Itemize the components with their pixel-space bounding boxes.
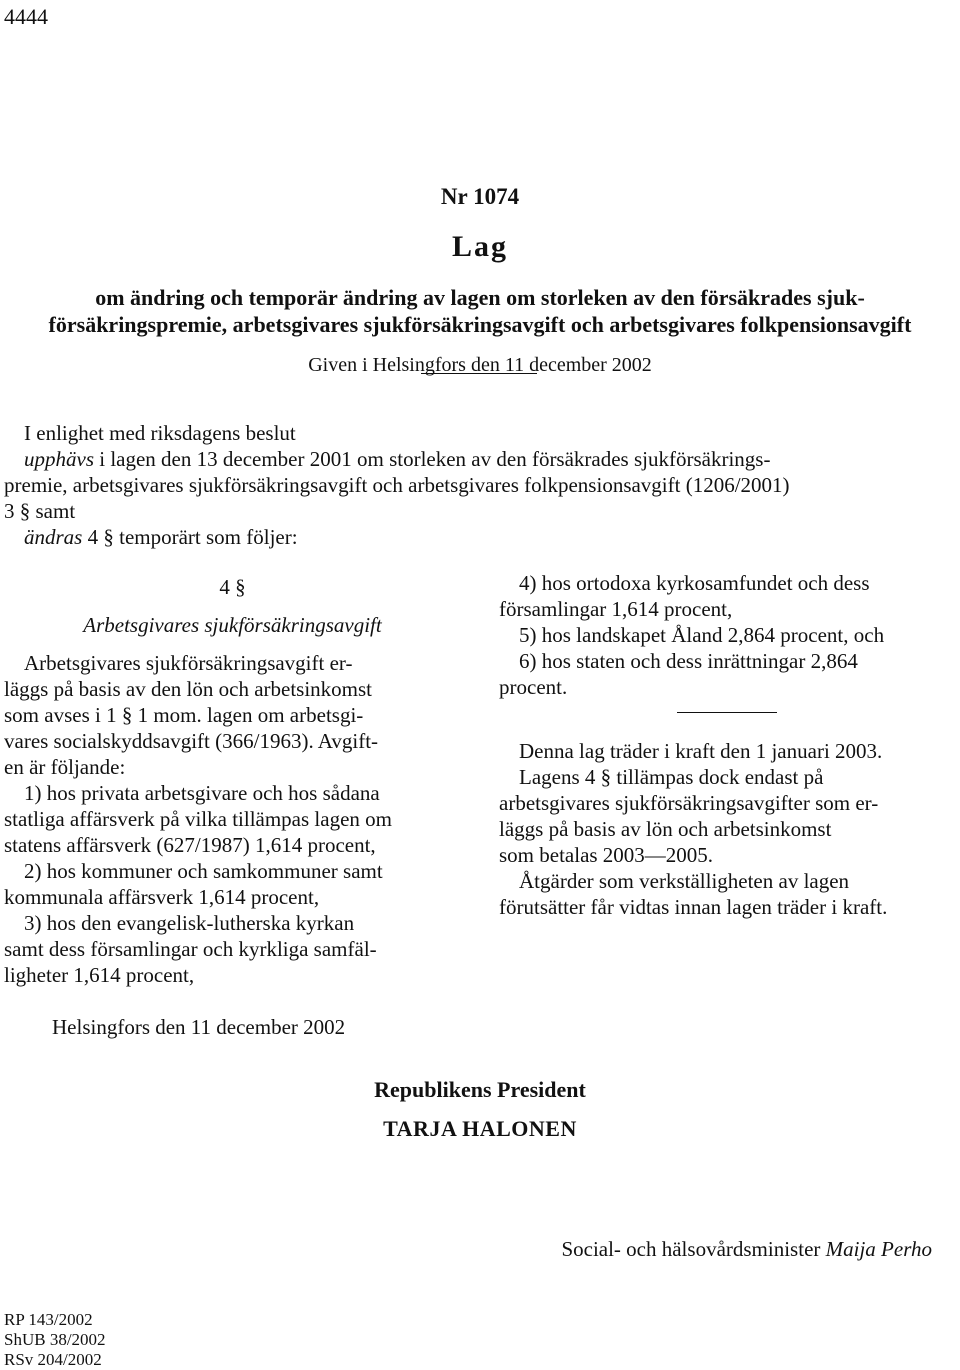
preamble-line: 3 § samt — [4, 499, 76, 523]
law-title: Lag — [451, 230, 508, 263]
body-line: samt dess församlingar och kyrkliga samfäl- — [4, 937, 377, 961]
section-divider — [677, 712, 777, 713]
body-line: procent. — [499, 675, 568, 699]
body-line: kommunala affärsverk 1,614 procent, — [4, 885, 320, 909]
body-line: 2) hos kommuner och samkommuner samt — [24, 859, 383, 883]
entry-into-force-line: förutsätter får vidtas innan lagen träder i kraft. — [499, 895, 888, 919]
body-line: vares socialskyddsavgift (366/1963). Avgift- — [4, 729, 379, 753]
preamble-line — [4, 524, 956, 550]
statute-number: Nr 1074 — [440, 184, 520, 209]
body-line: församlingar 1,614 procent, — [499, 597, 733, 621]
preamble-text: 4 § temporärt som följer: — [82, 525, 298, 549]
body-line: läggs på basis av den lön och arbetsinkomst — [4, 677, 373, 701]
legislative-references — [4, 1310, 106, 1370]
reference-item: RSv 204/2002 — [4, 1350, 102, 1369]
law-subtitle-line: försäkringspremie, arbetsgivares sjukförsäkringsavgift och arbetsgivares folkpensionsavgift — [48, 312, 912, 337]
section-title: Arbetsgivares sjukförsäkringsavgift — [83, 613, 382, 637]
preamble-keyword-upphavs: upphävs — [24, 447, 94, 471]
body-line: en är följande: — [4, 755, 126, 779]
minister-name: Maija Perho — [825, 1237, 932, 1261]
reference-item: RP 143/2002 — [4, 1310, 93, 1329]
preamble-text: i lagen den 13 december 2001 om storleken av den försäkrades sjukförsäkrings- — [94, 447, 771, 471]
reference-item: ShUB 38/2002 — [4, 1330, 106, 1349]
president-title: Republikens President — [374, 1077, 586, 1102]
title-divider — [421, 373, 537, 374]
body-line: 3) hos den evangelisk-lutherska kyrkan — [24, 911, 355, 935]
law-subtitle-line: om ändring och temporär ändring av lagen om storleken av den försäkrades sjuk- — [95, 285, 865, 310]
minister-signature — [472, 1236, 932, 1262]
law-subtitle — [0, 284, 960, 338]
entry-into-force-line: arbetsgivares sjukförsäkringsavgifter som er- — [499, 791, 879, 815]
preamble-line — [4, 446, 956, 472]
signature-date: Helsingfors den 11 december 2002 — [52, 1015, 346, 1039]
section-number: 4 § — [219, 575, 246, 599]
body-line: Arbetsgivares sjukförsäkringsavgift er- — [24, 651, 353, 675]
page-number: 4444 — [4, 4, 48, 29]
president-name: TARJA HALONEN — [383, 1116, 577, 1141]
body-line: 4) hos ortodoxa kyrkosamfundet och dess — [519, 571, 870, 595]
preamble-line: I enlighet med riksdagens beslut — [24, 421, 296, 445]
preamble-line: premie, arbetsgivares sjukförsäkringsavgift och arbetsgivares folkpensionsavgift (1206/2001) — [4, 473, 790, 497]
entry-into-force-line: läggs på basis av lön och arbetsinkomst — [499, 817, 832, 841]
entry-into-force-line: Denna lag träder i kraft den 1 januari 2003. — [519, 739, 883, 763]
minister-title: Social- och hälsovårdsminister — [561, 1237, 826, 1261]
right-column — [499, 570, 956, 920]
body-line: 6) hos staten och dess inrättningar 2,864 — [519, 649, 858, 673]
body-line: 5) hos landskapet Åland 2,864 procent, och — [519, 623, 885, 647]
body-line: statliga affärsverk på vilka tillämpas lagen om — [4, 807, 392, 831]
body-line: statens affärsverk (627/1987) 1,614 procent, — [4, 833, 376, 857]
left-column — [4, 570, 461, 988]
preamble — [4, 420, 956, 550]
body-line: 1) hos privata arbetsgivare och hos sådana — [24, 781, 380, 805]
body-line: som avses i 1 § 1 mom. lagen om arbetsgi- — [4, 703, 364, 727]
given-date: Given i Helsingfors den 11 december 2002 — [308, 354, 652, 376]
body-line: ligheter 1,614 procent, — [4, 963, 195, 987]
entry-into-force-line: Åtgärder som verkställigheten av lagen — [519, 869, 850, 893]
entry-into-force-line: som betalas 2003—2005. — [499, 843, 714, 867]
entry-into-force-line: Lagens 4 § tillämpas dock endast på — [519, 765, 824, 789]
preamble-keyword-andras: ändras — [24, 525, 83, 549]
